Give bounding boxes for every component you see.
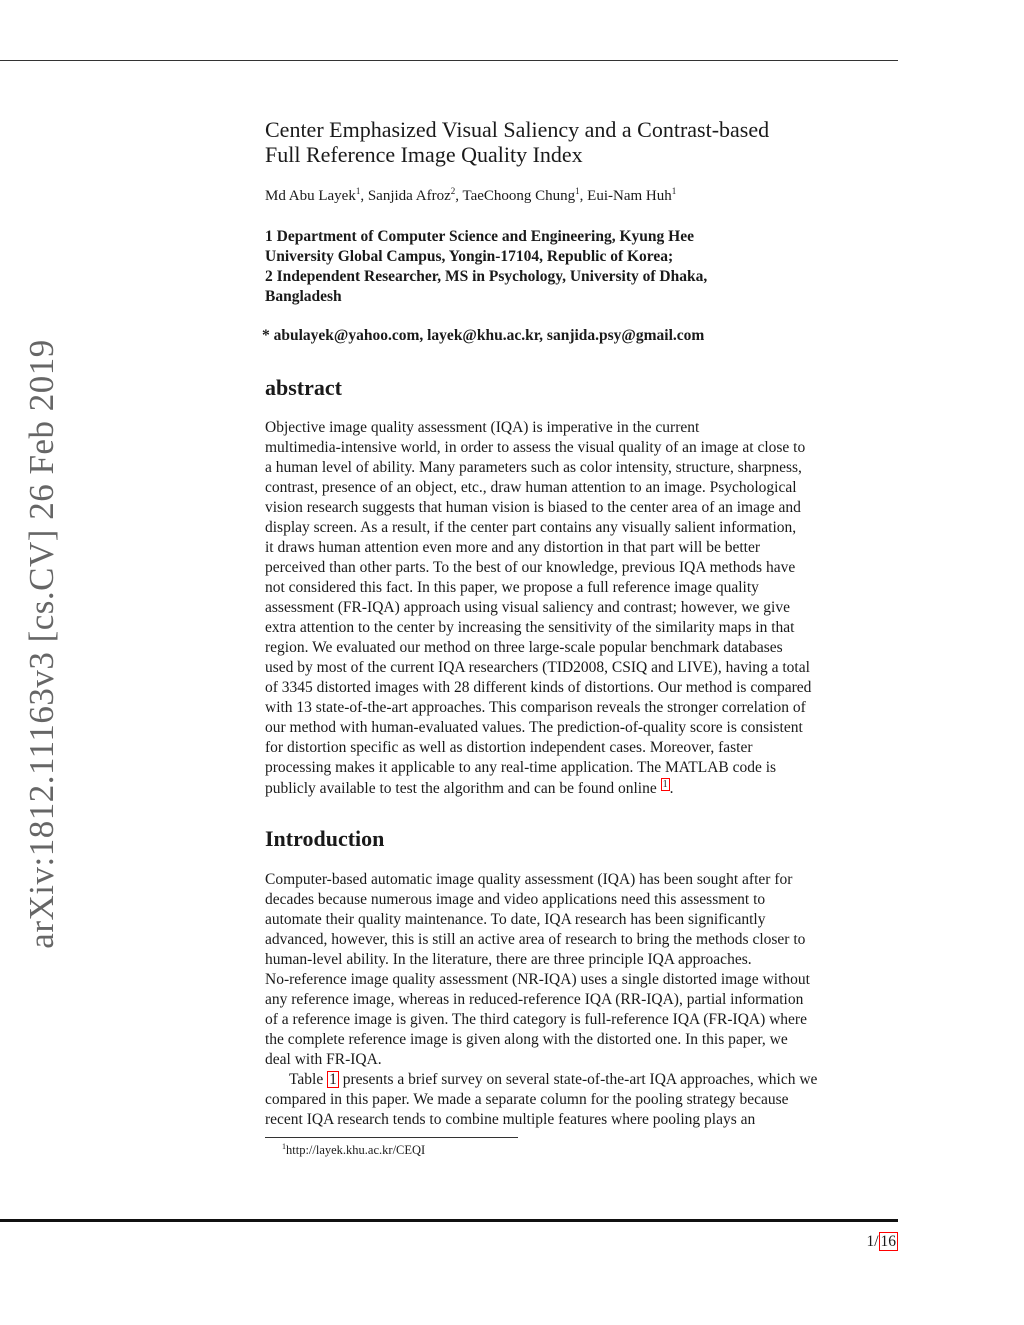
bottom-rule — [0, 1219, 898, 1222]
author-1: Md Abu Layek — [265, 188, 356, 204]
page-separator: / — [874, 1233, 879, 1250]
footnote-marker: 1 — [282, 1142, 286, 1151]
abstract-heading: abstract — [265, 375, 342, 400]
contact-emails: * abulayek@yahoo.com, layek@khu.ac.kr, sanjida.psy@gmail.com — [262, 327, 705, 344]
author-3: TaeChoong Chung — [462, 188, 576, 204]
affiliation-line: 2 Independent Researcher, MS in Psychology, University of Dhaka, — [265, 268, 708, 285]
table-ref-link[interactable]: 1 — [329, 1071, 337, 1088]
abstract-last-text: publicly available to test the algorithm and can be found online — [265, 780, 657, 797]
top-rule — [0, 60, 898, 61]
footnote-url[interactable]: http://layek.khu.ac.kr/CEQI — [286, 1143, 426, 1158]
intro-line: human-level ability. In the literature, there are three principle IQA approaches. — [265, 951, 752, 968]
author-4-sup: 1 — [671, 186, 677, 196]
intro-line: Computer-based automatic image quality assessment (IQA) has been sought after for — [265, 871, 793, 888]
intro-line: decades because numerous image and video applications need this assessment to — [265, 891, 766, 908]
paper-title — [265, 117, 901, 167]
author-1-sup: 1 — [355, 186, 361, 196]
abstract-line: of 3345 distorted images with 28 different kinds of distortions. Our method is compared — [265, 679, 812, 696]
abstract-line: region. We evaluated our method on three large-scale popular benchmark databases — [265, 639, 783, 656]
abstract-line: for distortion specific as well as distortion independent cases. Moreover, faster — [265, 739, 753, 756]
author-3-sup: 1 — [575, 186, 580, 196]
arxiv-side-stamp: arXiv:1812.11163v3 [cs.CV] 26 Feb 2019 — [22, 339, 61, 949]
abstract-line: our method with human-evaluated values. The prediction-of-quality score is consistent — [265, 719, 803, 736]
abstract-body — [265, 418, 901, 799]
intro-line: No-reference image quality assessment (NR-IQA) uses a single distorted image without — [265, 971, 810, 988]
footnote-link[interactable]: 1 — [662, 779, 668, 790]
intro-line: any reference image, whereas in reduced-reference IQA (RR-IQA), partial information — [265, 991, 804, 1008]
abstract-line: perceived than other parts. To the best of our knowledge, previous IQA methods have — [265, 559, 796, 576]
abstract-line: with 13 state-of-the-art approaches. This comparison reveals the stronger correlation of — [265, 699, 806, 716]
abstract-line: extra attention to the center by increasing the sensitivity of the similarity maps in that — [265, 619, 795, 636]
abstract-line: not considered this fact. In this paper, we propose a full reference image quality — [265, 579, 759, 596]
intro-line: of a reference image is given. The third category is full-reference IQA (FR-IQA) where — [265, 1011, 807, 1028]
author-4: Eui-Nam Huh — [587, 188, 672, 204]
affiliations — [265, 227, 901, 307]
abstract-line: display screen. As a result, if the center part contains any visually salient information, — [265, 519, 797, 536]
abstract-line: it draws human attention even more and any distortion in that part will be better — [265, 539, 761, 556]
introduction-heading: Introduction — [265, 826, 385, 851]
footnote-rule — [265, 1137, 518, 1138]
affiliation-line: University Global Campus, Yongin-17104, Republic of Korea; — [265, 248, 674, 265]
introduction-body — [265, 870, 901, 1130]
intro-line: recent IQA research tends to combine multiple features where pooling plays an — [265, 1111, 756, 1128]
abstract-line: multimedia-intensive world, in order to assess the visual quality of an image at close to — [265, 439, 806, 456]
intro-p2-rest: presents a brief survey on several state-of-the-art IQA approaches, which we — [342, 1071, 818, 1088]
author-2: Sanjida Afroz — [367, 188, 451, 204]
abstract-end-period: . — [669, 780, 674, 797]
abstract-line: used by most of the current IQA researchers (TID2008, CSIQ and LIVE), having a total — [265, 659, 810, 676]
intro-p2-first-line — [265, 1070, 901, 1090]
abstract-line: contrast, presence of an object, etc., draw human attention to an image. Psychological — [265, 479, 797, 496]
abstract-line: a human level of ability. Many parameters such as color intensity, structure, sharpness, — [265, 459, 802, 476]
abstract-line: assessment (FR-IQA) approach using visual saliency and contrast; however, we give — [265, 599, 790, 616]
intro-line: deal with FR-IQA. — [265, 1051, 382, 1068]
title-line-2: Full Reference Image Quality Index — [265, 142, 583, 167]
intro-p2-start: Table — [289, 1071, 324, 1088]
affiliation-line: Bangladesh — [265, 288, 342, 305]
abstract-line: vision research suggests that human vision is biased to the center area of an image and — [265, 499, 801, 516]
intro-line: compared in this paper. We made a separate column for the pooling strategy because — [265, 1091, 789, 1108]
intro-line: automate their quality maintenance. To date, IQA research has been significantly — [265, 911, 766, 928]
page-total-link[interactable]: 16 — [880, 1233, 896, 1250]
abstract-line: Objective image quality assessment (IQA) is imperative in the current — [265, 419, 700, 436]
footnote — [282, 1142, 425, 1158]
intro-line: the complete reference image is given along with the distorted one. In this paper, we — [265, 1031, 788, 1048]
page-number — [866, 1233, 898, 1251]
abstract-line: processing makes it applicable to any real-time application. The MATLAB code is — [265, 759, 777, 776]
author-list: Md Abu Layek$^1$, Sanjida Afroz$^2$, TaeChoong Chung$^1$, Eui-Nam Huh$^1$ — [265, 186, 677, 204]
intro-line: advanced, however, this is still an active area of research to bring the methods closer to — [265, 931, 806, 948]
abstract-last-line — [265, 778, 901, 799]
title-line-1: Center Emphasized Visual Saliency and a Contrast-based — [265, 117, 770, 142]
affiliation-line: 1 Department of Computer Science and Engineering, Kyung Hee — [265, 228, 694, 245]
page-current: 1 — [866, 1233, 875, 1250]
author-2-sup: 2 — [450, 186, 456, 196]
